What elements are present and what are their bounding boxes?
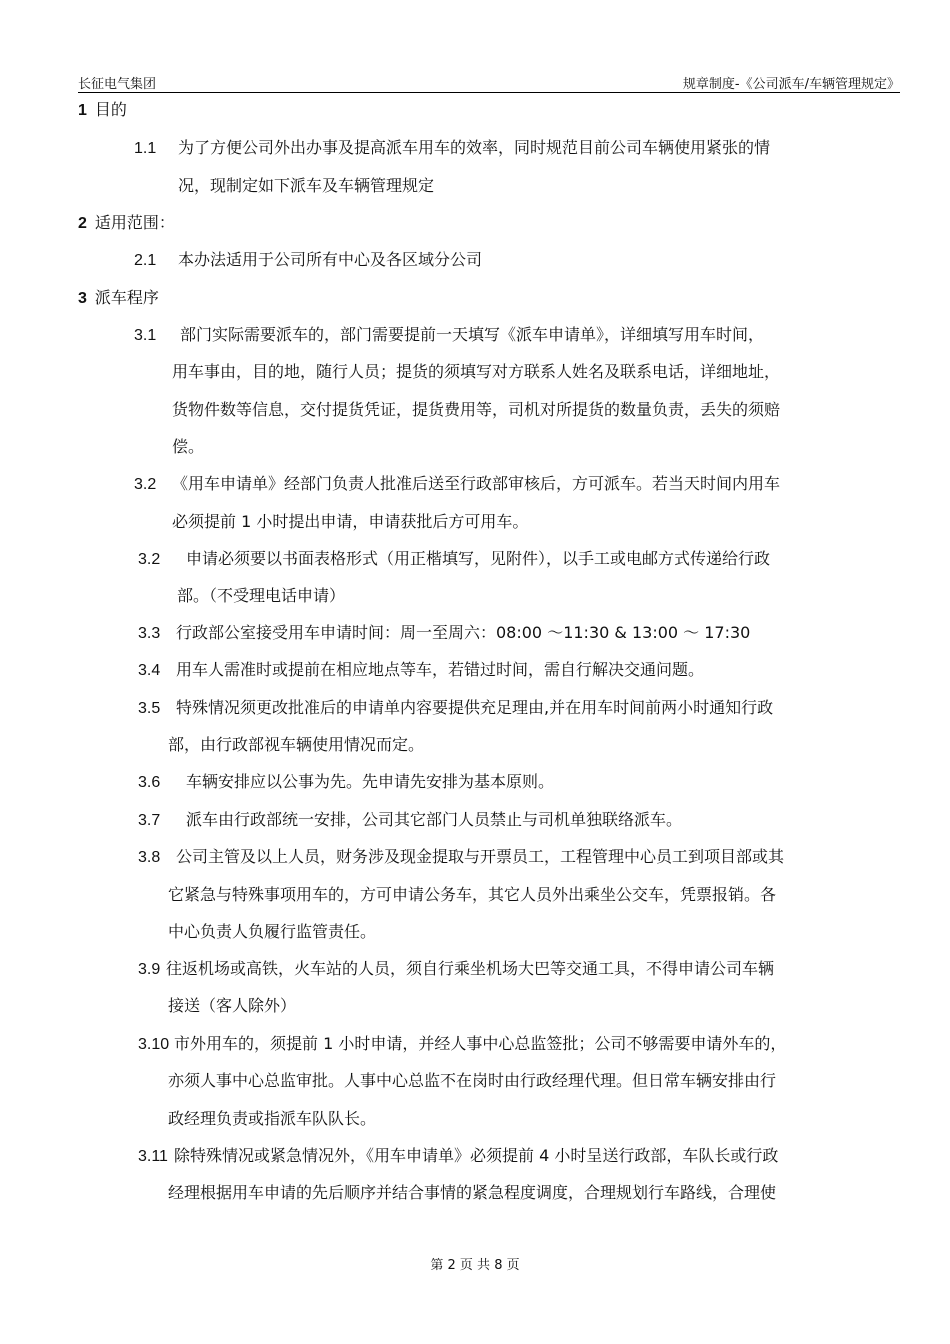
clause-line: 派车由行政部统一安排，公司其它部门人员禁止与司机单独联络派车。 — [186, 810, 683, 829]
clause-number: 3.6 — [138, 774, 161, 791]
clause-number: 3.5 — [138, 700, 161, 717]
clause-3-7 — [138, 810, 682, 831]
clause-line: 部，由行政部视车辆使用情况而定。 — [168, 735, 425, 754]
clause-line: 申请必须要以书面表格形式（用正楷填写，见附件），以手工或电邮方式传递给行政 — [186, 549, 771, 568]
clause-line: 政经理负责或指派车队队长。 — [168, 1109, 377, 1128]
page-header — [78, 70, 900, 93]
clause-line: 《用车申请单》经部门负责人批准后送至行政部审核后，方可派车。若当天时间内用车 — [172, 474, 781, 493]
clause-line: 市外用车的，须提前 1 小时申请，并经人事中心总监签批；公司不够需要申请外车的， — [174, 1034, 787, 1053]
clause-number: 3.8 — [138, 849, 161, 866]
clause-number: 3.3 — [138, 625, 161, 642]
clause-line: 必须提前 1 小时提出申请，申请获批后方可用车。 — [172, 512, 529, 531]
clause-number: 3.11 — [138, 1148, 168, 1165]
clause-3-2-second — [138, 549, 770, 570]
clause-3-9 — [138, 959, 774, 980]
clause-line: 货物件数等信息，交付提货凭证，提货费用等，司机对所提货的数量负责，丢失的须赔 — [172, 400, 781, 419]
clause-line: 接送（客人除外） — [168, 996, 297, 1015]
document-title: 规章制度-《公司派车/车辆管理规定》 — [682, 77, 900, 92]
clause-number: 3.7 — [138, 812, 161, 829]
section-heading-3 — [78, 288, 159, 309]
clause-line: 中心负责人负履行监管责任。 — [168, 922, 377, 941]
section-heading-2 — [78, 213, 175, 234]
section-number: 1 — [78, 102, 87, 119]
clause-number: 3.9 — [138, 961, 161, 978]
section-heading-1 — [78, 100, 127, 121]
clause-number: 2.1 — [134, 252, 157, 269]
clause-3-10 — [138, 1034, 786, 1055]
clause-line: 亦须人事中心总监审批。人事中心总监不在岗时由行政经理代理。但日常车辆安排由行 — [168, 1071, 777, 1090]
clause-number: 3.2 — [138, 551, 161, 568]
clause-line: 偿。 — [172, 437, 205, 456]
clause-number: 3.4 — [138, 662, 161, 679]
clause-number: 3.10 — [138, 1036, 170, 1053]
clause-1-1 — [134, 138, 770, 159]
clause-line: 除特殊情况或紧急情况外，《用车申请单》必须提前 4 小时呈送行政部，车队长或行政 — [174, 1146, 779, 1165]
clause-line: 经理根据用车申请的先后顺序并结合事情的紧急程度调度，合理规划行车路线，合理使 — [168, 1183, 777, 1202]
clause-line: 本办法适用于公司所有中心及各区域分公司 — [178, 250, 483, 269]
section-title: 派车程序 — [94, 288, 159, 307]
clause-line: 公司主管及以上人员，财务涉及现金提取与开票员工，工程管理中心员工到项目部或其 — [176, 847, 785, 866]
clause-number: 1.1 — [134, 140, 157, 157]
clause-line: 车辆安排应以公事为先。先申请先安排为基本原则。 — [186, 772, 555, 791]
clause-line: 况，现制定如下派车及车辆管理规定 — [178, 176, 435, 195]
clause-line: 行政部公室接受用车申请时间：周一至周六：08:00 ～11:30 & 13:00 ～ 17:30 — [176, 623, 751, 642]
clause-line: 它紧急与特殊事项用车的，方可申请公务车，其它人员外出乘坐公交车，凭票报销。各 — [168, 885, 777, 904]
clause-number: 3.2 — [134, 476, 157, 493]
clause-3-3 — [138, 623, 750, 644]
clause-3-5 — [138, 698, 773, 719]
clause-line: 特殊情况须更改批准后的申请单内容要提供充足理由,并在用车时间前两小时通知行政 — [176, 698, 774, 717]
clause-3-6 — [138, 772, 554, 793]
clause-line: 用车事由，目的地，随行人员；提货的须填写对方联系人姓名及联系电话，详细地址， — [172, 362, 781, 381]
section-title: 目的 — [94, 100, 127, 119]
clause-3-2 — [134, 474, 780, 495]
clause-line: 为了方便公司外出办事及提高派车用车的效率，同时规范目前公司车辆使用紧张的情 — [178, 138, 771, 157]
clause-line: 用车人需准时或提前在相应地点等车，若错过时间，需自行解决交通问题。 — [176, 660, 705, 679]
clause-2-1 — [134, 250, 482, 271]
page-number: 第 2 页 共 8 页 — [430, 1258, 520, 1273]
clause-line: 部。（不受理电话申请） — [177, 586, 346, 605]
clause-3-1 — [134, 325, 764, 346]
section-number: 2 — [78, 215, 87, 232]
clause-3-4 — [138, 660, 704, 681]
clause-3-8 — [138, 847, 784, 868]
company-name: 长征电气集团 — [78, 77, 157, 92]
clause-number: 3.1 — [134, 327, 157, 344]
section-title: 适用范围： — [94, 213, 175, 232]
section-number: 3 — [78, 290, 87, 307]
clause-line: 往返机场或高铁，火车站的人员，须自行乘坐机场大巴等交通工具，不得申请公司车辆 — [166, 959, 775, 978]
clause-line: 部门实际需要派车的，部门需要提前一天填写《派车申请单》，详细填写用车时间， — [180, 325, 765, 344]
clause-3-11 — [138, 1146, 778, 1167]
